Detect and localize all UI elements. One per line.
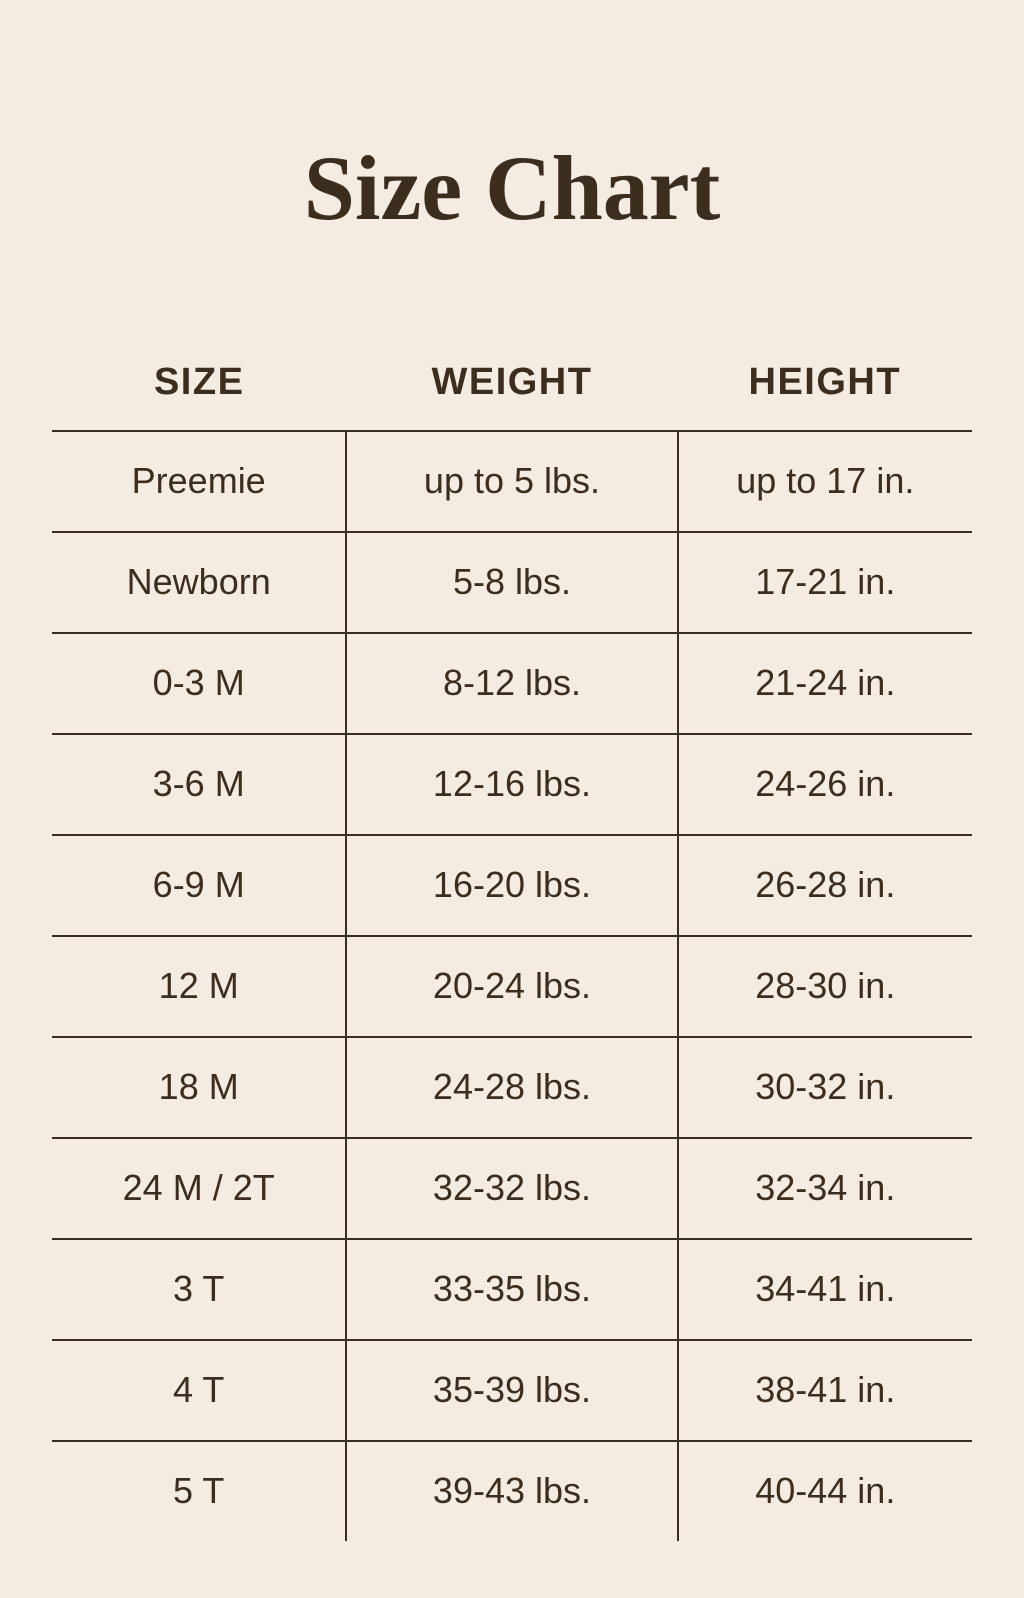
cell-height: 24-26 in.	[678, 734, 972, 835]
cell-size: 0-3 M	[52, 633, 346, 734]
cell-weight: 24-28 lbs.	[346, 1037, 677, 1138]
cell-weight: up to 5 lbs.	[346, 431, 677, 532]
cell-size: 6-9 M	[52, 835, 346, 936]
table-row	[52, 1037, 972, 1138]
cell-size: 12 M	[52, 936, 346, 1037]
cell-height: 26-28 in.	[678, 835, 972, 936]
cell-weight: 8-12 lbs.	[346, 633, 677, 734]
size-chart-table-wrapper	[52, 298, 972, 1541]
cell-size: 24 M / 2T	[52, 1138, 346, 1239]
table-header	[52, 360, 972, 431]
cell-height: up to 17 in.	[678, 431, 972, 532]
cell-size: 3-6 M	[52, 734, 346, 835]
cell-height: 34-41 in.	[678, 1239, 972, 1340]
cell-height: 28-30 in.	[678, 936, 972, 1037]
table-row	[52, 936, 972, 1037]
cell-size: 3 T	[52, 1239, 346, 1340]
table-row	[52, 1340, 972, 1441]
table-row	[52, 835, 972, 936]
cell-weight: 33-35 lbs.	[346, 1239, 677, 1340]
table-row	[52, 1239, 972, 1340]
cell-size: 4 T	[52, 1340, 346, 1441]
column-header-weight: WEIGHT	[431, 360, 593, 403]
cell-size: 5 T	[52, 1441, 346, 1541]
cell-weight: 12-16 lbs.	[346, 734, 677, 835]
cell-weight: 16-20 lbs.	[346, 835, 677, 936]
cell-weight: 20-24 lbs.	[346, 936, 677, 1037]
cell-height: 32-34 in.	[678, 1138, 972, 1239]
table-row	[52, 532, 972, 633]
cell-weight: 32-32 lbs.	[346, 1138, 677, 1239]
table-row	[52, 633, 972, 734]
cell-height: 21-24 in.	[678, 633, 972, 734]
size-chart-table	[52, 360, 972, 1541]
table-row	[52, 431, 972, 532]
column-header-height: HEIGHT	[748, 360, 902, 403]
cell-size: 18 M	[52, 1037, 346, 1138]
table-row	[52, 1441, 972, 1541]
table-row	[52, 734, 972, 835]
cell-size: Preemie	[52, 431, 346, 532]
column-header-size: SIZE	[153, 360, 245, 403]
cell-weight: 35-39 lbs.	[346, 1340, 677, 1441]
table-row	[52, 1138, 972, 1239]
cell-size: Newborn	[52, 532, 346, 633]
table-header-row	[52, 360, 972, 431]
cell-height: 38-41 in.	[678, 1340, 972, 1441]
cell-weight: 5-8 lbs.	[346, 532, 677, 633]
cell-height: 30-32 in.	[678, 1037, 972, 1138]
size-chart-page	[0, 62, 1024, 1598]
cell-weight: 39-43 lbs.	[346, 1441, 677, 1541]
cell-height: 17-21 in.	[678, 532, 972, 633]
cell-height: 40-44 in.	[755, 1470, 896, 1512]
table-body	[52, 431, 972, 1541]
page-title: Size Chart	[303, 136, 721, 239]
